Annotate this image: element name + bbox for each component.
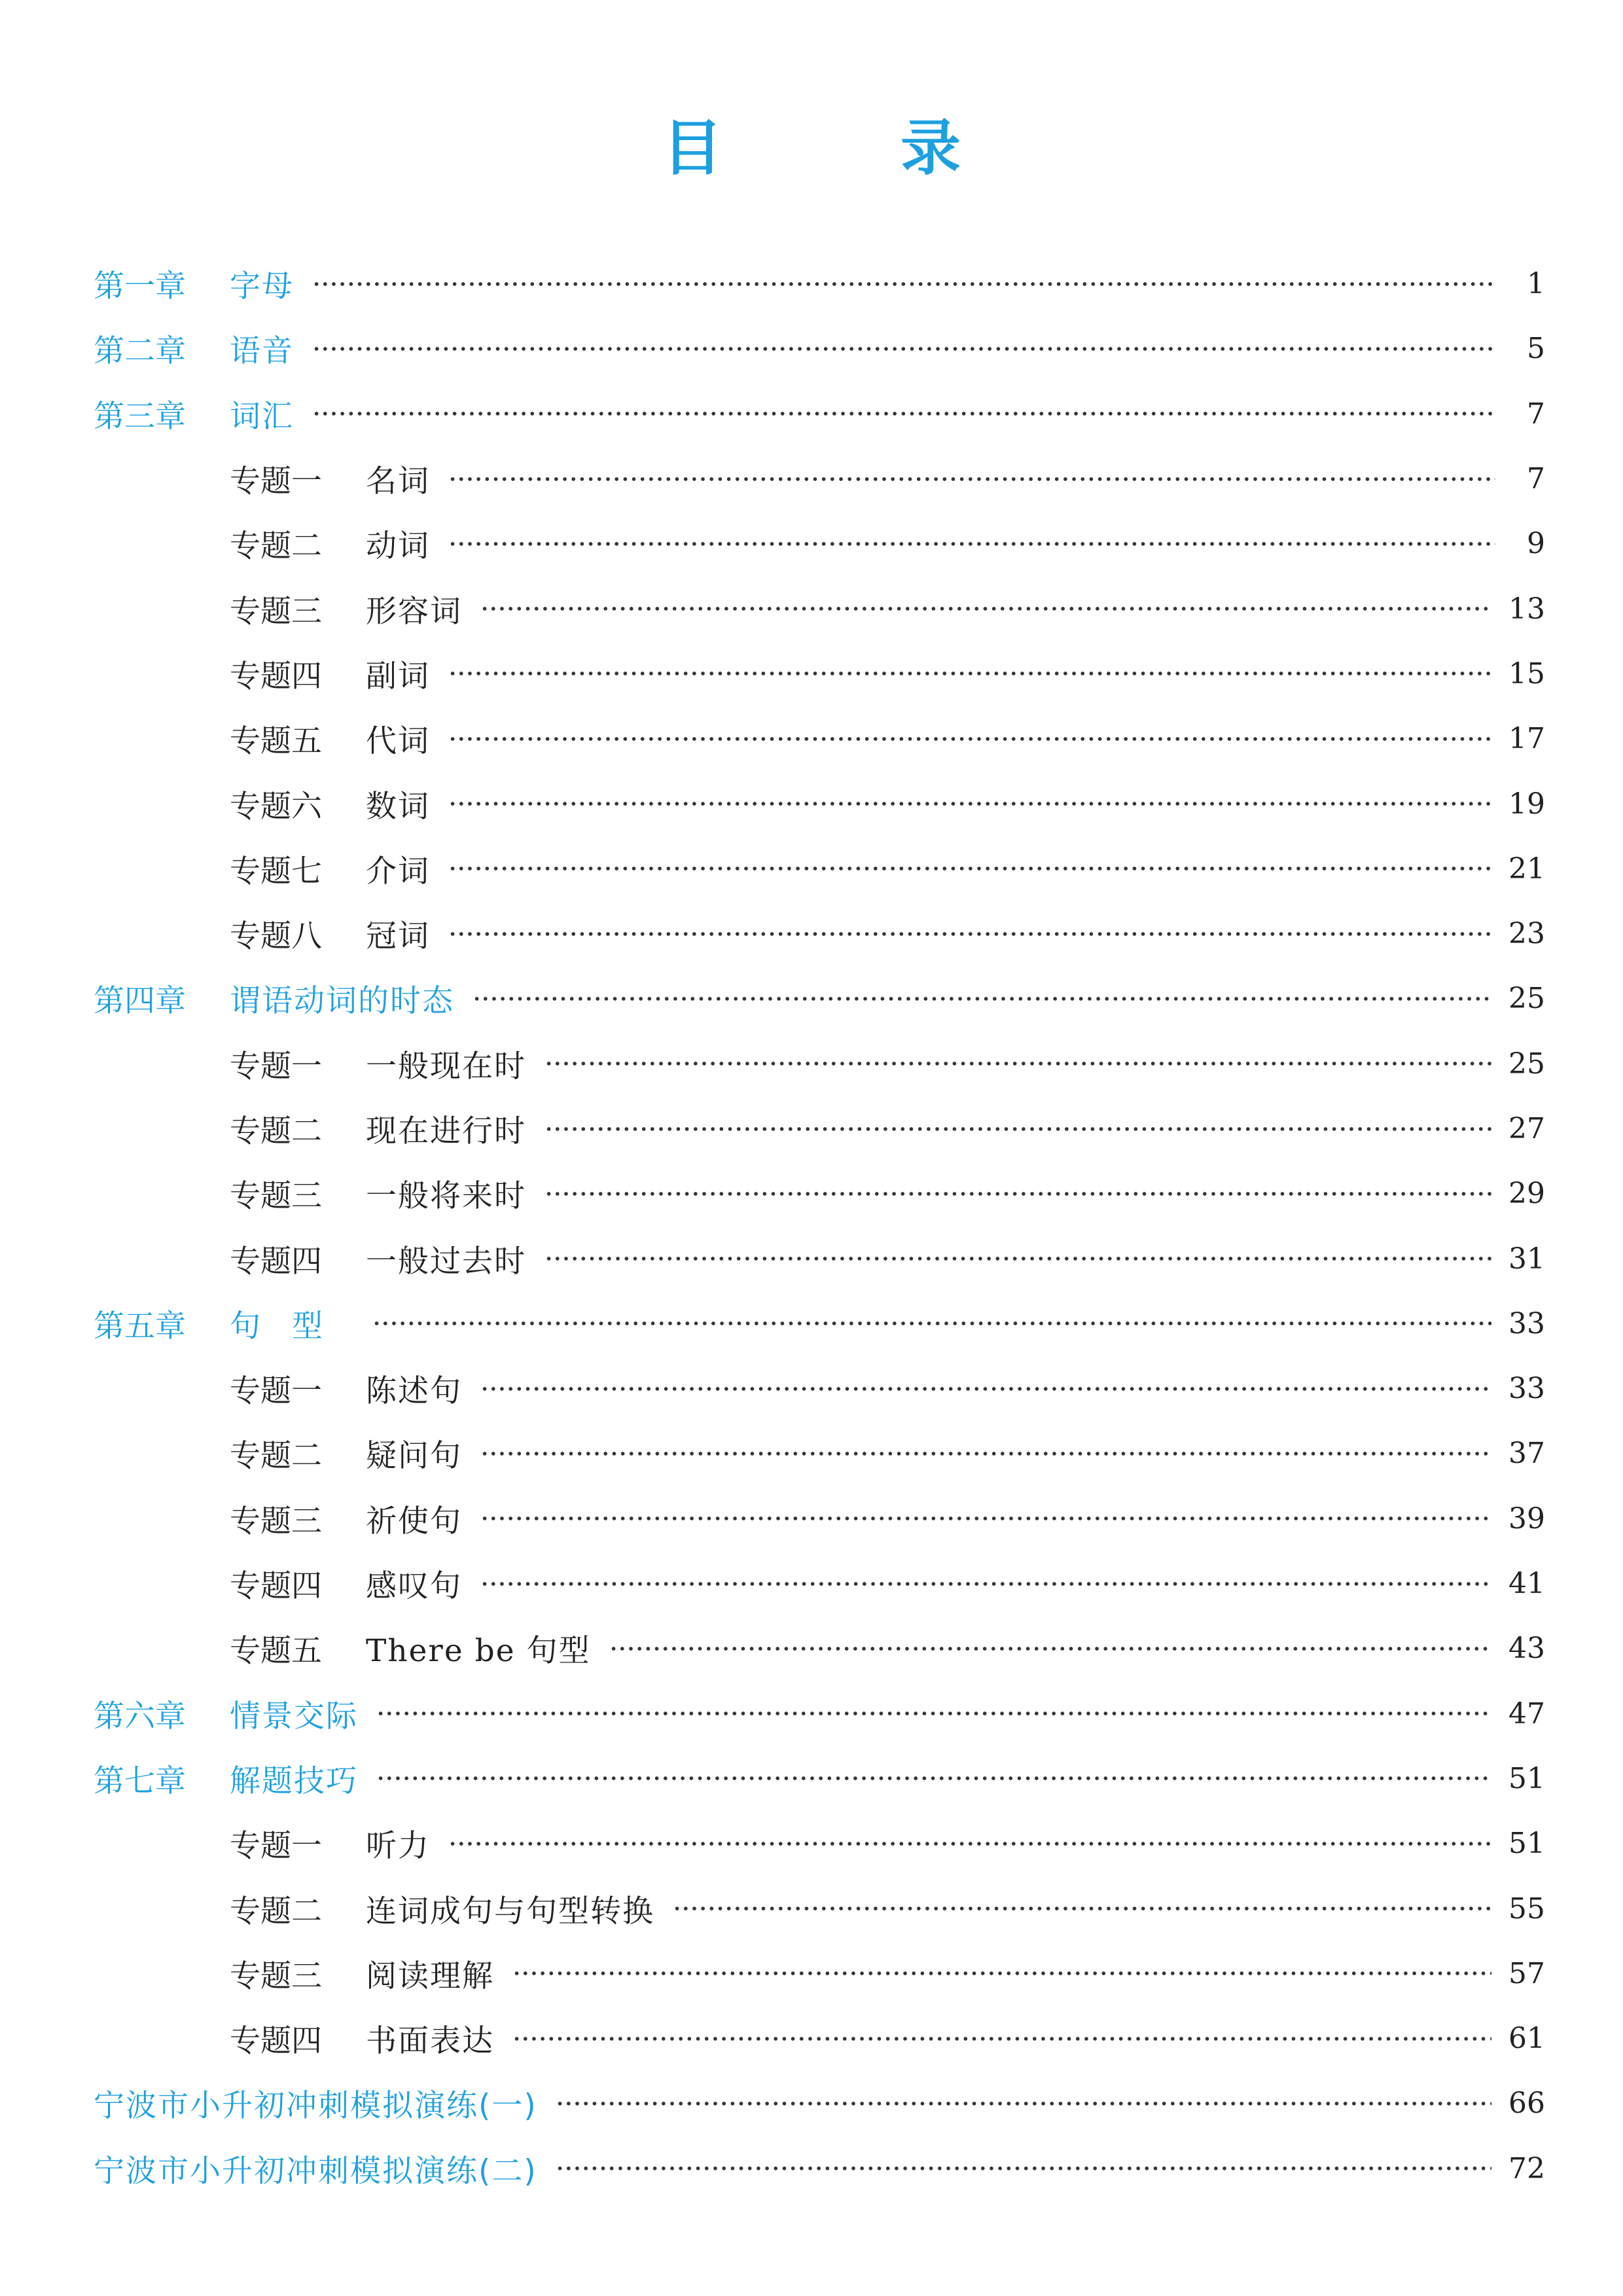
dot-leader bbox=[473, 996, 1491, 1002]
page-number: 51 bbox=[1508, 1761, 1545, 1795]
dot-leader bbox=[448, 476, 1495, 482]
page-number: 37 bbox=[1508, 1437, 1545, 1471]
page-number: 51 bbox=[1508, 1827, 1545, 1861]
page-number: 5 bbox=[1527, 332, 1545, 366]
page-number: 23 bbox=[1508, 917, 1545, 951]
page-number: 15 bbox=[1508, 656, 1545, 691]
chapter-title: 字母 bbox=[230, 268, 294, 305]
topic-number: 专题四 bbox=[230, 1243, 322, 1280]
topic-number: 专题一 bbox=[230, 463, 322, 500]
topic-number: 专题一 bbox=[230, 1828, 322, 1865]
page-number: 13 bbox=[1508, 592, 1545, 626]
toc-topic-entry bbox=[94, 1876, 1545, 1941]
topic-number: 专题八 bbox=[230, 918, 322, 955]
toc-topic-entry bbox=[94, 1226, 1545, 1291]
topic-number: 专题一 bbox=[230, 1048, 322, 1085]
chapter-title: 情景交际 bbox=[230, 1698, 358, 1734]
toc-topic-entry bbox=[94, 2006, 1545, 2071]
dot-leader bbox=[448, 670, 1491, 677]
table-of-contents bbox=[94, 251, 1545, 2201]
toc-topic-entry bbox=[94, 576, 1545, 641]
topic-number: 专题三 bbox=[230, 1503, 322, 1539]
topic-number: 专题三 bbox=[230, 1958, 322, 1994]
page-number: 25 bbox=[1508, 982, 1545, 1016]
dot-leader bbox=[544, 1060, 1491, 1067]
toc-topic-entry bbox=[94, 1811, 1545, 1876]
toc-topic-entry bbox=[94, 1031, 1545, 1096]
dot-leader bbox=[480, 1450, 1491, 1457]
topic-title: 听力 bbox=[366, 1828, 430, 1865]
topic-number: 专题五 bbox=[230, 1633, 322, 1670]
chapter-number: 第四章 bbox=[94, 983, 186, 1020]
toc-topic-entry bbox=[94, 1096, 1545, 1161]
page-number: 21 bbox=[1508, 852, 1545, 886]
topic-title: 代词 bbox=[366, 723, 430, 760]
page-number: 41 bbox=[1508, 1567, 1545, 1601]
page-number: 31 bbox=[1508, 1242, 1545, 1276]
topic-number: 专题五 bbox=[230, 723, 322, 760]
page-number: 66 bbox=[1508, 2087, 1545, 2121]
toc-topic-entry bbox=[94, 1421, 1545, 1486]
dot-leader bbox=[448, 736, 1491, 742]
page-number: 39 bbox=[1508, 1501, 1545, 1535]
dot-leader bbox=[609, 1645, 1492, 1652]
dot-leader bbox=[376, 1775, 1491, 1782]
topic-number: 专题四 bbox=[230, 2023, 322, 2060]
page-number: 17 bbox=[1508, 722, 1545, 756]
toc-topic-entry bbox=[94, 1161, 1545, 1226]
page-number: 25 bbox=[1508, 1047, 1545, 1081]
dot-leader bbox=[312, 410, 1495, 417]
dot-leader bbox=[448, 541, 1495, 547]
chapter-number: 第二章 bbox=[94, 333, 186, 370]
dot-leader bbox=[480, 1515, 1491, 1522]
topic-title: 形容词 bbox=[366, 593, 462, 630]
page-number: 43 bbox=[1508, 1632, 1545, 1666]
topic-number: 专题二 bbox=[230, 1438, 322, 1475]
topic-title: 祈使句 bbox=[366, 1503, 462, 1539]
chapter-number: 第五章 bbox=[94, 1308, 186, 1344]
toc-topic-entry bbox=[94, 1356, 1545, 1421]
page-number: 55 bbox=[1508, 1892, 1545, 1926]
chapter-title: 解题技巧 bbox=[230, 1763, 358, 1799]
chapter-title: 词汇 bbox=[230, 398, 294, 435]
chapter-title: 宁波市小升初冲刺模拟演练(二) bbox=[94, 2153, 537, 2189]
dot-leader bbox=[448, 1840, 1491, 1847]
page-number: 7 bbox=[1527, 397, 1545, 431]
toc-topic-entry bbox=[94, 1941, 1545, 2006]
page-number: 9 bbox=[1527, 527, 1545, 561]
toc-chapter-entry bbox=[94, 316, 1545, 381]
page-number: 7 bbox=[1527, 462, 1545, 496]
toc-chapter-entry bbox=[94, 251, 1545, 316]
topic-number: 专题四 bbox=[230, 1568, 322, 1605]
topic-title: There be 句型 bbox=[366, 1633, 591, 1670]
toc-chapter-entry bbox=[94, 2071, 1545, 2136]
topic-title: 介词 bbox=[366, 853, 430, 889]
topic-number: 专题六 bbox=[230, 788, 322, 825]
toc-topic-entry bbox=[94, 1486, 1545, 1551]
chapter-number: 第七章 bbox=[94, 1763, 186, 1799]
page-number: 1 bbox=[1527, 267, 1545, 301]
dot-leader bbox=[512, 1970, 1491, 1977]
toc-topic-entry bbox=[94, 641, 1545, 706]
chapter-number: 第三章 bbox=[94, 398, 186, 435]
topic-title: 一般过去时 bbox=[366, 1243, 526, 1280]
topic-title: 一般将来时 bbox=[366, 1178, 526, 1215]
toc-chapter-entry bbox=[94, 1681, 1545, 1746]
topic-number: 专题一 bbox=[230, 1373, 322, 1410]
dot-leader bbox=[312, 281, 1495, 287]
page-number: 33 bbox=[1508, 1372, 1545, 1406]
chapter-number: 第六章 bbox=[94, 1698, 186, 1734]
toc-topic-entry bbox=[94, 446, 1545, 511]
toc-topic-entry bbox=[94, 771, 1545, 836]
toc-chapter-entry bbox=[94, 2136, 1545, 2201]
chapter-title: 谓语动词的时态 bbox=[230, 983, 454, 1020]
topic-title: 数词 bbox=[366, 788, 430, 825]
topic-number: 专题四 bbox=[230, 658, 322, 694]
toc-chapter-entry bbox=[94, 966, 1545, 1031]
topic-title: 书面表达 bbox=[366, 2023, 494, 2060]
topic-title: 动词 bbox=[366, 528, 430, 565]
toc-topic-entry bbox=[94, 1616, 1545, 1681]
topic-number: 专题三 bbox=[230, 593, 322, 630]
chapter-title: 宁波市小升初冲刺模拟演练(一) bbox=[94, 2088, 537, 2125]
toc-chapter-entry bbox=[94, 382, 1545, 446]
page-number: 57 bbox=[1508, 1956, 1545, 1990]
topic-number: 专题二 bbox=[230, 1113, 322, 1149]
topic-title: 阅读理解 bbox=[366, 1958, 494, 1994]
dot-leader bbox=[480, 1581, 1491, 1587]
dot-leader bbox=[544, 1191, 1491, 1197]
topic-title: 现在进行时 bbox=[366, 1113, 526, 1149]
topic-title: 冠词 bbox=[366, 918, 430, 955]
dot-leader bbox=[448, 800, 1491, 807]
dot-leader bbox=[480, 605, 1491, 612]
toc-topic-entry bbox=[94, 511, 1545, 576]
dot-leader bbox=[312, 346, 1495, 352]
topic-number: 专题二 bbox=[230, 1893, 322, 1929]
toc-chapter-entry bbox=[94, 1746, 1545, 1811]
page-number: 19 bbox=[1508, 787, 1545, 821]
toc-chapter-entry bbox=[94, 1291, 1545, 1356]
toc-topic-entry bbox=[94, 901, 1545, 966]
dot-leader bbox=[448, 931, 1491, 937]
dot-leader bbox=[556, 2100, 1491, 2107]
dot-leader bbox=[673, 1905, 1491, 1912]
chapter-title: 语音 bbox=[230, 333, 294, 370]
page-number: 29 bbox=[1508, 1177, 1545, 1211]
page-number: 47 bbox=[1508, 1696, 1545, 1731]
dot-leader bbox=[544, 1255, 1491, 1262]
page-number: 33 bbox=[1508, 1306, 1545, 1340]
dot-leader bbox=[556, 2165, 1491, 2172]
dot-leader bbox=[480, 1386, 1491, 1392]
topic-title: 连词成句与句型转换 bbox=[366, 1893, 654, 1929]
topic-number: 专题二 bbox=[230, 528, 322, 565]
page-number: 61 bbox=[1508, 2022, 1545, 2056]
toc-topic-entry bbox=[94, 1551, 1545, 1616]
topic-number: 专题七 bbox=[230, 853, 322, 889]
dot-leader bbox=[372, 1320, 1491, 1327]
topic-title: 名词 bbox=[366, 463, 430, 500]
topic-title: 感叹句 bbox=[366, 1568, 462, 1605]
topic-title: 疑问句 bbox=[366, 1438, 462, 1475]
dot-leader bbox=[544, 1126, 1491, 1132]
topic-number: 专题三 bbox=[230, 1178, 322, 1215]
topic-title: 一般现在时 bbox=[366, 1048, 526, 1085]
dot-leader bbox=[512, 2036, 1491, 2042]
dot-leader bbox=[376, 1710, 1491, 1717]
toc-topic-entry bbox=[94, 836, 1545, 901]
chapter-title: 句型 bbox=[230, 1308, 354, 1344]
toc-topic-entry bbox=[94, 706, 1545, 771]
dot-leader bbox=[448, 865, 1491, 872]
topic-title: 副词 bbox=[366, 658, 430, 694]
topic-title: 陈述句 bbox=[366, 1373, 462, 1410]
page-number: 27 bbox=[1508, 1112, 1545, 1145]
chapter-number: 第一章 bbox=[94, 268, 186, 305]
page-title: 目 录 bbox=[662, 113, 1020, 183]
page-number: 72 bbox=[1508, 2151, 1545, 2185]
